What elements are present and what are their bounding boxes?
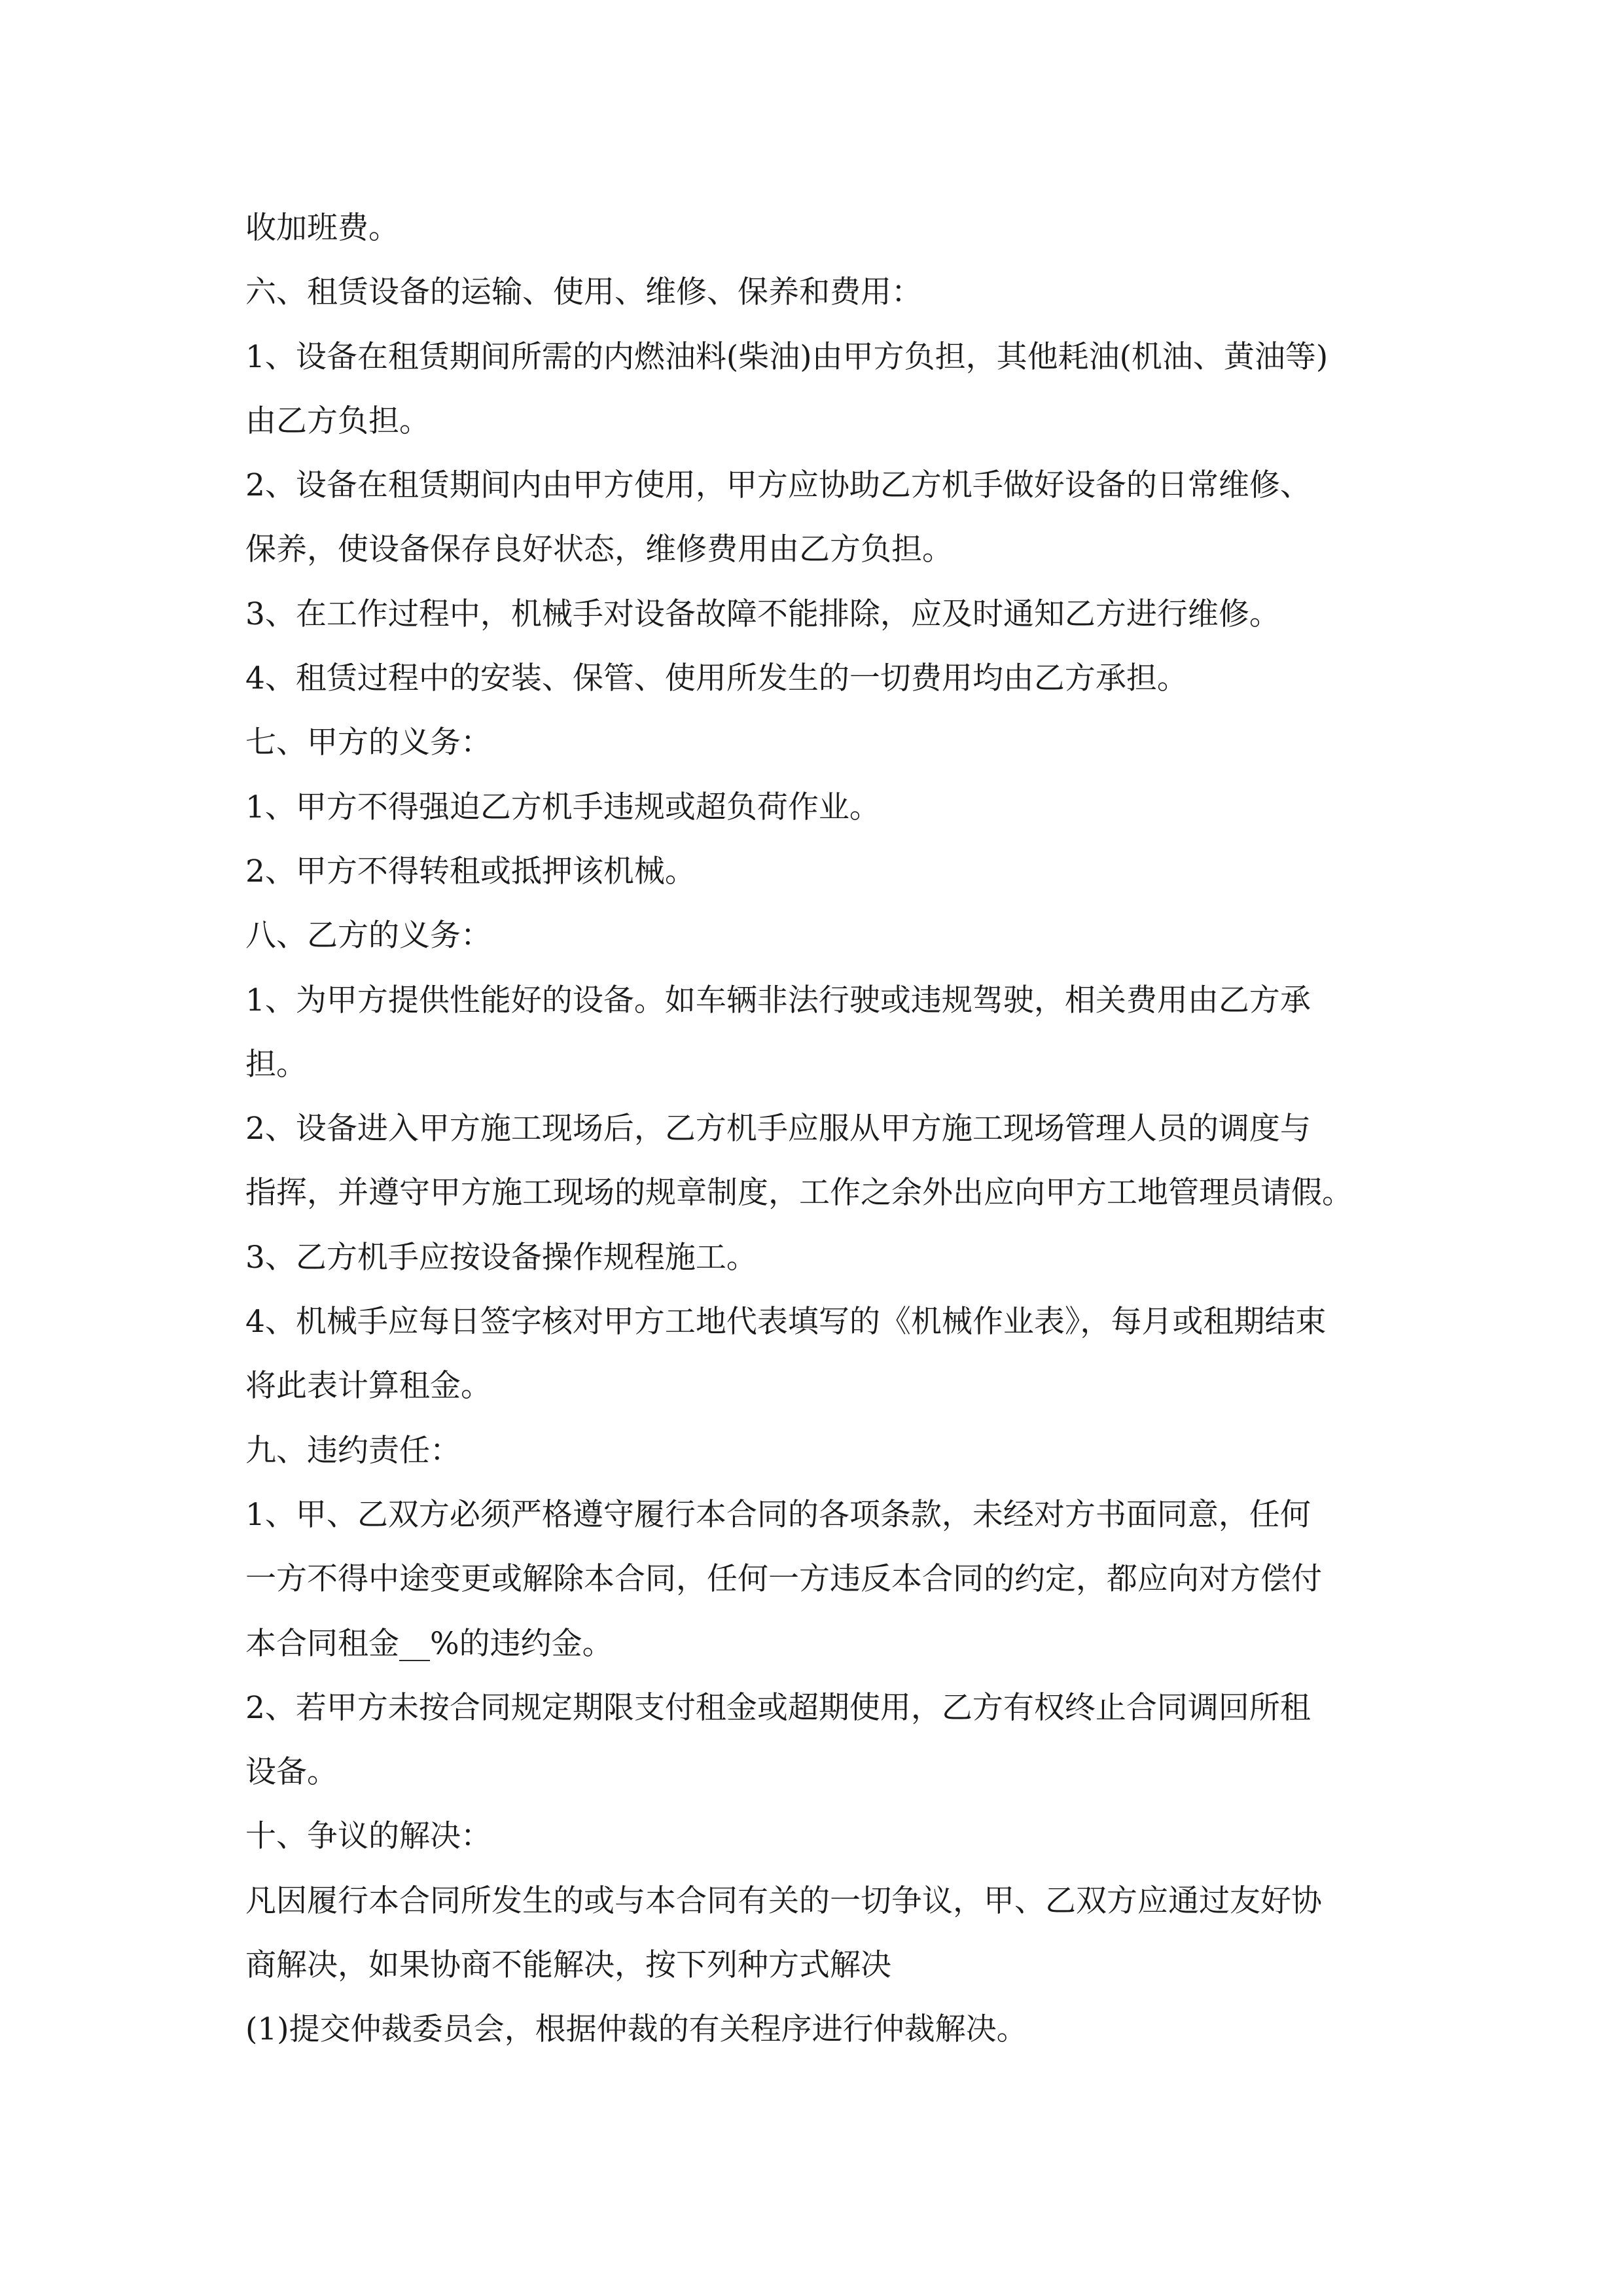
text-line: 3、在工作过程中，机械手对设备故障不能排除，应及时通知乙方进行维修。: [245, 596, 1280, 632]
section-heading-nine: 九、违约责任：: [245, 1432, 461, 1469]
text-line: 凡因履行本合同所发生的或与本合同有关的一切争议，甲、乙双方应通过友好协: [245, 1882, 1322, 1919]
text-line: 保养，使设备保存良好状态，维修费用由乙方负担。: [245, 531, 953, 568]
text-line: 4、机械手应每日签字核对甲方工地代表填写的《机械作业表》，每月或租期结束: [245, 1304, 1327, 1340]
text-line: 设备。: [245, 1754, 338, 1791]
text-line: 本合同租金__%的违约金。: [245, 1625, 613, 1662]
text-line: 由乙方负担。: [245, 403, 430, 439]
text-line: 1、设备在租赁期间所需的内燃油料(柴油)由甲方负担，其他耗油(机油、黄油等): [245, 338, 1329, 375]
text-line: 1、为甲方提供性能好的设备。如车辆非法行驶或违规驾驶，相关费用由乙方承: [245, 982, 1311, 1018]
section-heading-seven: 七、甲方的义务：: [245, 725, 491, 761]
text-line: 3、乙方机手应按设备操作规程施工。: [245, 1239, 757, 1276]
text-line: 收加班费。: [245, 210, 399, 246]
text-line: 1、甲方不得强迫乙方机手违规或超负荷作业。: [245, 789, 880, 825]
section-heading-six: 六、租赁设备的运输、使用、维修、保养和费用：: [245, 274, 922, 311]
text-line: 指挥，并遵守甲方施工现场的规章制度，工作之余外出应向甲方工地管理员请假。: [245, 1175, 1353, 1211]
text-line: 商解决，如果协商不能解决，按下列种方式解决: [245, 1947, 891, 1984]
text-line: 一方不得中途变更或解除本合同，任何一方违反本合同的约定，都应向对方偿付: [245, 1561, 1322, 1598]
text-line: 2、甲方不得转租或抵押该机械。: [245, 853, 696, 889]
text-line: 将此表计算租金。: [245, 1368, 491, 1405]
text-line: 1、甲、乙双方必须严格遵守履行本合同的各项条款，未经对方书面同意，任何: [245, 1496, 1311, 1533]
text-line: (1)提交仲裁委员会，根据仲裁的有关程序进行仲裁解决。: [245, 2011, 1027, 2048]
text-line: 4、租赁过程中的安装、保管、使用所发生的一切费用均由乙方承担。: [245, 660, 1188, 697]
text-line: 担。: [245, 1046, 307, 1083]
text-line: 2、设备进入甲方施工现场后，乙方机手应服从甲方施工现场管理人员的调度与: [245, 1111, 1311, 1147]
text-line: 2、若甲方未按合同规定期限支付租金或超期使用，乙方有权终止合同调回所租: [245, 1689, 1311, 1726]
contract-text-body: [245, 196, 1397, 2062]
text-line: 2、设备在租赁期间内由甲方使用，甲方应协助乙方机手做好设备的日常维修、: [245, 467, 1311, 504]
section-heading-ten: 十、争议的解决：: [245, 1818, 491, 1855]
section-heading-eight: 八、乙方的义务：: [245, 918, 491, 954]
